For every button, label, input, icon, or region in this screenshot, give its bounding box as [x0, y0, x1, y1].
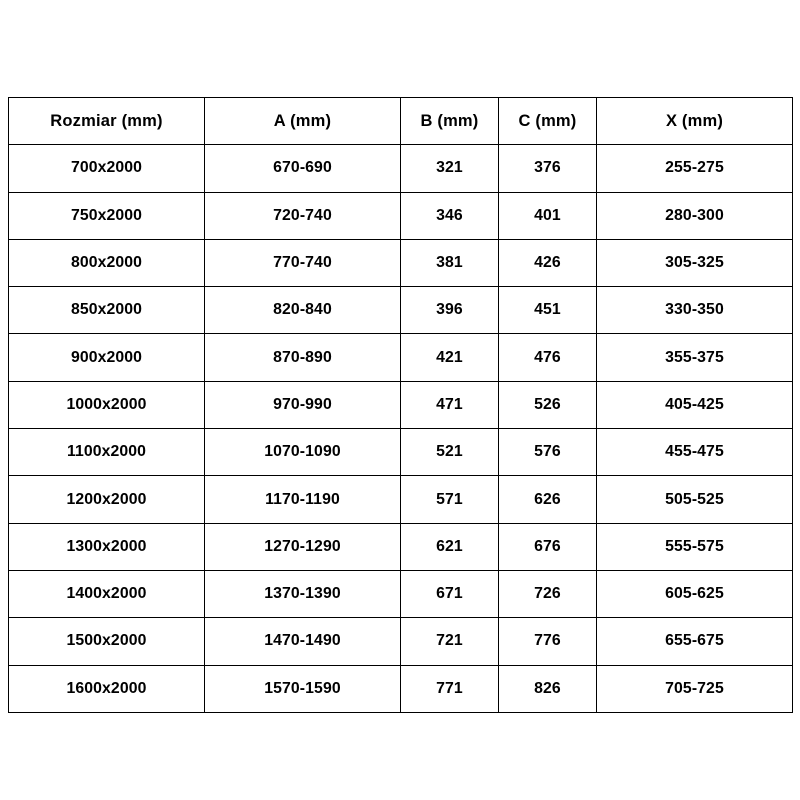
cell-c: 576: [499, 429, 597, 476]
cell-c: 526: [499, 381, 597, 428]
cell-rozmiar: 1100x2000: [9, 429, 205, 476]
cell-b: 721: [401, 618, 499, 665]
cell-a: 720-740: [205, 192, 401, 239]
size-table: [8, 97, 793, 713]
cell-rozmiar: 900x2000: [9, 334, 205, 381]
cell-c: 826: [499, 665, 597, 712]
cell-rozmiar: 700x2000: [9, 145, 205, 192]
cell-a: 970-990: [205, 381, 401, 428]
cell-a: 1570-1590: [205, 665, 401, 712]
table-row: [9, 334, 793, 381]
cell-c: 376: [499, 145, 597, 192]
table-header-row: [9, 98, 793, 145]
column-header-b: B (mm): [401, 98, 499, 145]
cell-a: 1370-1390: [205, 570, 401, 617]
cell-x: 455-475: [597, 429, 793, 476]
cell-rozmiar: 1200x2000: [9, 476, 205, 523]
cell-rozmiar: 850x2000: [9, 287, 205, 334]
cell-x: 355-375: [597, 334, 793, 381]
table-row: [9, 287, 793, 334]
table-row: [9, 665, 793, 712]
cell-x: 505-525: [597, 476, 793, 523]
cell-b: 471: [401, 381, 499, 428]
cell-a: 1170-1190: [205, 476, 401, 523]
table-row: [9, 429, 793, 476]
cell-c: 451: [499, 287, 597, 334]
cell-c: 426: [499, 239, 597, 286]
table-body: [9, 145, 793, 713]
cell-rozmiar: 1300x2000: [9, 523, 205, 570]
cell-rozmiar: 1000x2000: [9, 381, 205, 428]
cell-rozmiar: 1500x2000: [9, 618, 205, 665]
cell-x: 705-725: [597, 665, 793, 712]
cell-a: 1070-1090: [205, 429, 401, 476]
cell-a: 1470-1490: [205, 618, 401, 665]
cell-c: 776: [499, 618, 597, 665]
cell-c: 401: [499, 192, 597, 239]
cell-x: 655-675: [597, 618, 793, 665]
cell-b: 346: [401, 192, 499, 239]
cell-x: 305-325: [597, 239, 793, 286]
table-row: [9, 239, 793, 286]
cell-b: 571: [401, 476, 499, 523]
cell-b: 621: [401, 523, 499, 570]
cell-rozmiar: 1600x2000: [9, 665, 205, 712]
cell-x: 605-625: [597, 570, 793, 617]
cell-b: 771: [401, 665, 499, 712]
cell-b: 381: [401, 239, 499, 286]
table-row: [9, 381, 793, 428]
cell-b: 671: [401, 570, 499, 617]
cell-rozmiar: 750x2000: [9, 192, 205, 239]
column-header-c: C (mm): [499, 98, 597, 145]
cell-x: 405-425: [597, 381, 793, 428]
cell-b: 321: [401, 145, 499, 192]
column-header-rozmiar: Rozmiar (mm): [9, 98, 205, 145]
size-table-container: [8, 97, 792, 713]
column-header-x: X (mm): [597, 98, 793, 145]
cell-b: 521: [401, 429, 499, 476]
table-row: [9, 618, 793, 665]
cell-a: 1270-1290: [205, 523, 401, 570]
cell-c: 676: [499, 523, 597, 570]
table-row: [9, 523, 793, 570]
cell-c: 476: [499, 334, 597, 381]
column-header-a: A (mm): [205, 98, 401, 145]
table-row: [9, 476, 793, 523]
table-row: [9, 145, 793, 192]
cell-c: 626: [499, 476, 597, 523]
table-row: [9, 570, 793, 617]
cell-b: 396: [401, 287, 499, 334]
cell-a: 870-890: [205, 334, 401, 381]
cell-a: 820-840: [205, 287, 401, 334]
table-header: [9, 98, 793, 145]
cell-x: 280-300: [597, 192, 793, 239]
cell-rozmiar: 1400x2000: [9, 570, 205, 617]
cell-a: 670-690: [205, 145, 401, 192]
cell-a: 770-740: [205, 239, 401, 286]
cell-c: 726: [499, 570, 597, 617]
table-row: [9, 192, 793, 239]
cell-x: 555-575: [597, 523, 793, 570]
cell-b: 421: [401, 334, 499, 381]
cell-rozmiar: 800x2000: [9, 239, 205, 286]
cell-x: 255-275: [597, 145, 793, 192]
cell-x: 330-350: [597, 287, 793, 334]
